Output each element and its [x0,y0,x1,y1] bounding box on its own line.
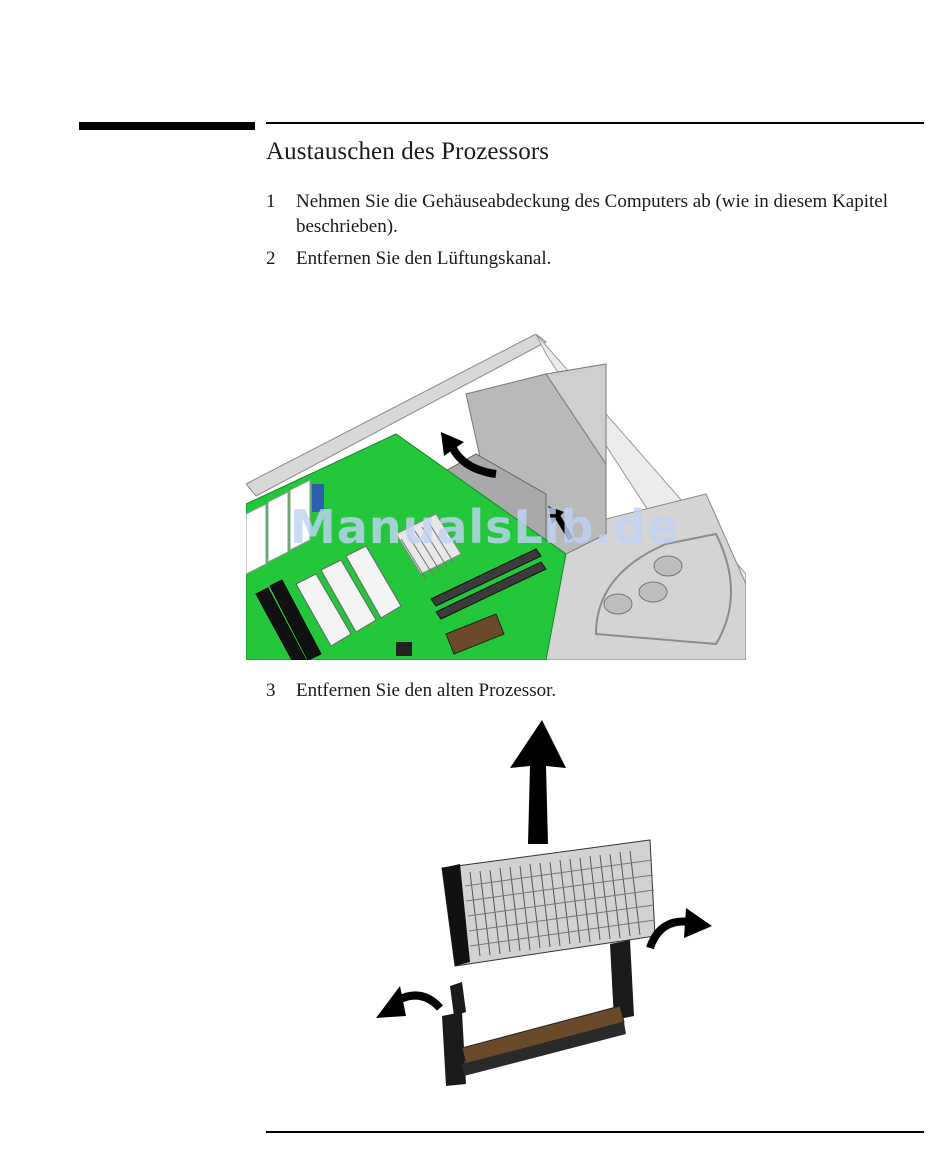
step-number: 3 [266,680,276,701]
step-number: 2 [266,248,276,269]
page-title: Austauschen des Prozessors [266,138,550,165]
section-rule-thin [266,122,924,124]
step-2 [266,246,906,271]
section-rule-thick [79,122,255,130]
footer-rule [266,1131,924,1133]
step-text: Entfernen Sie den alten Prozessor. [296,680,557,701]
watermark: ManualsLib.de [290,500,680,554]
processor-removal-illustration [370,716,720,1086]
computer-interior-illustration [246,334,746,660]
step-1 [266,189,906,239]
step-number: 1 [266,191,276,212]
step-text: Nehmen Sie die Gehäuseabdeckung des Computers ab (wie in diesem Kapitel beschrieben). [296,191,888,237]
step-3 [266,678,906,703]
step-text: Entfernen Sie den Lüftungskanal. [296,248,552,269]
